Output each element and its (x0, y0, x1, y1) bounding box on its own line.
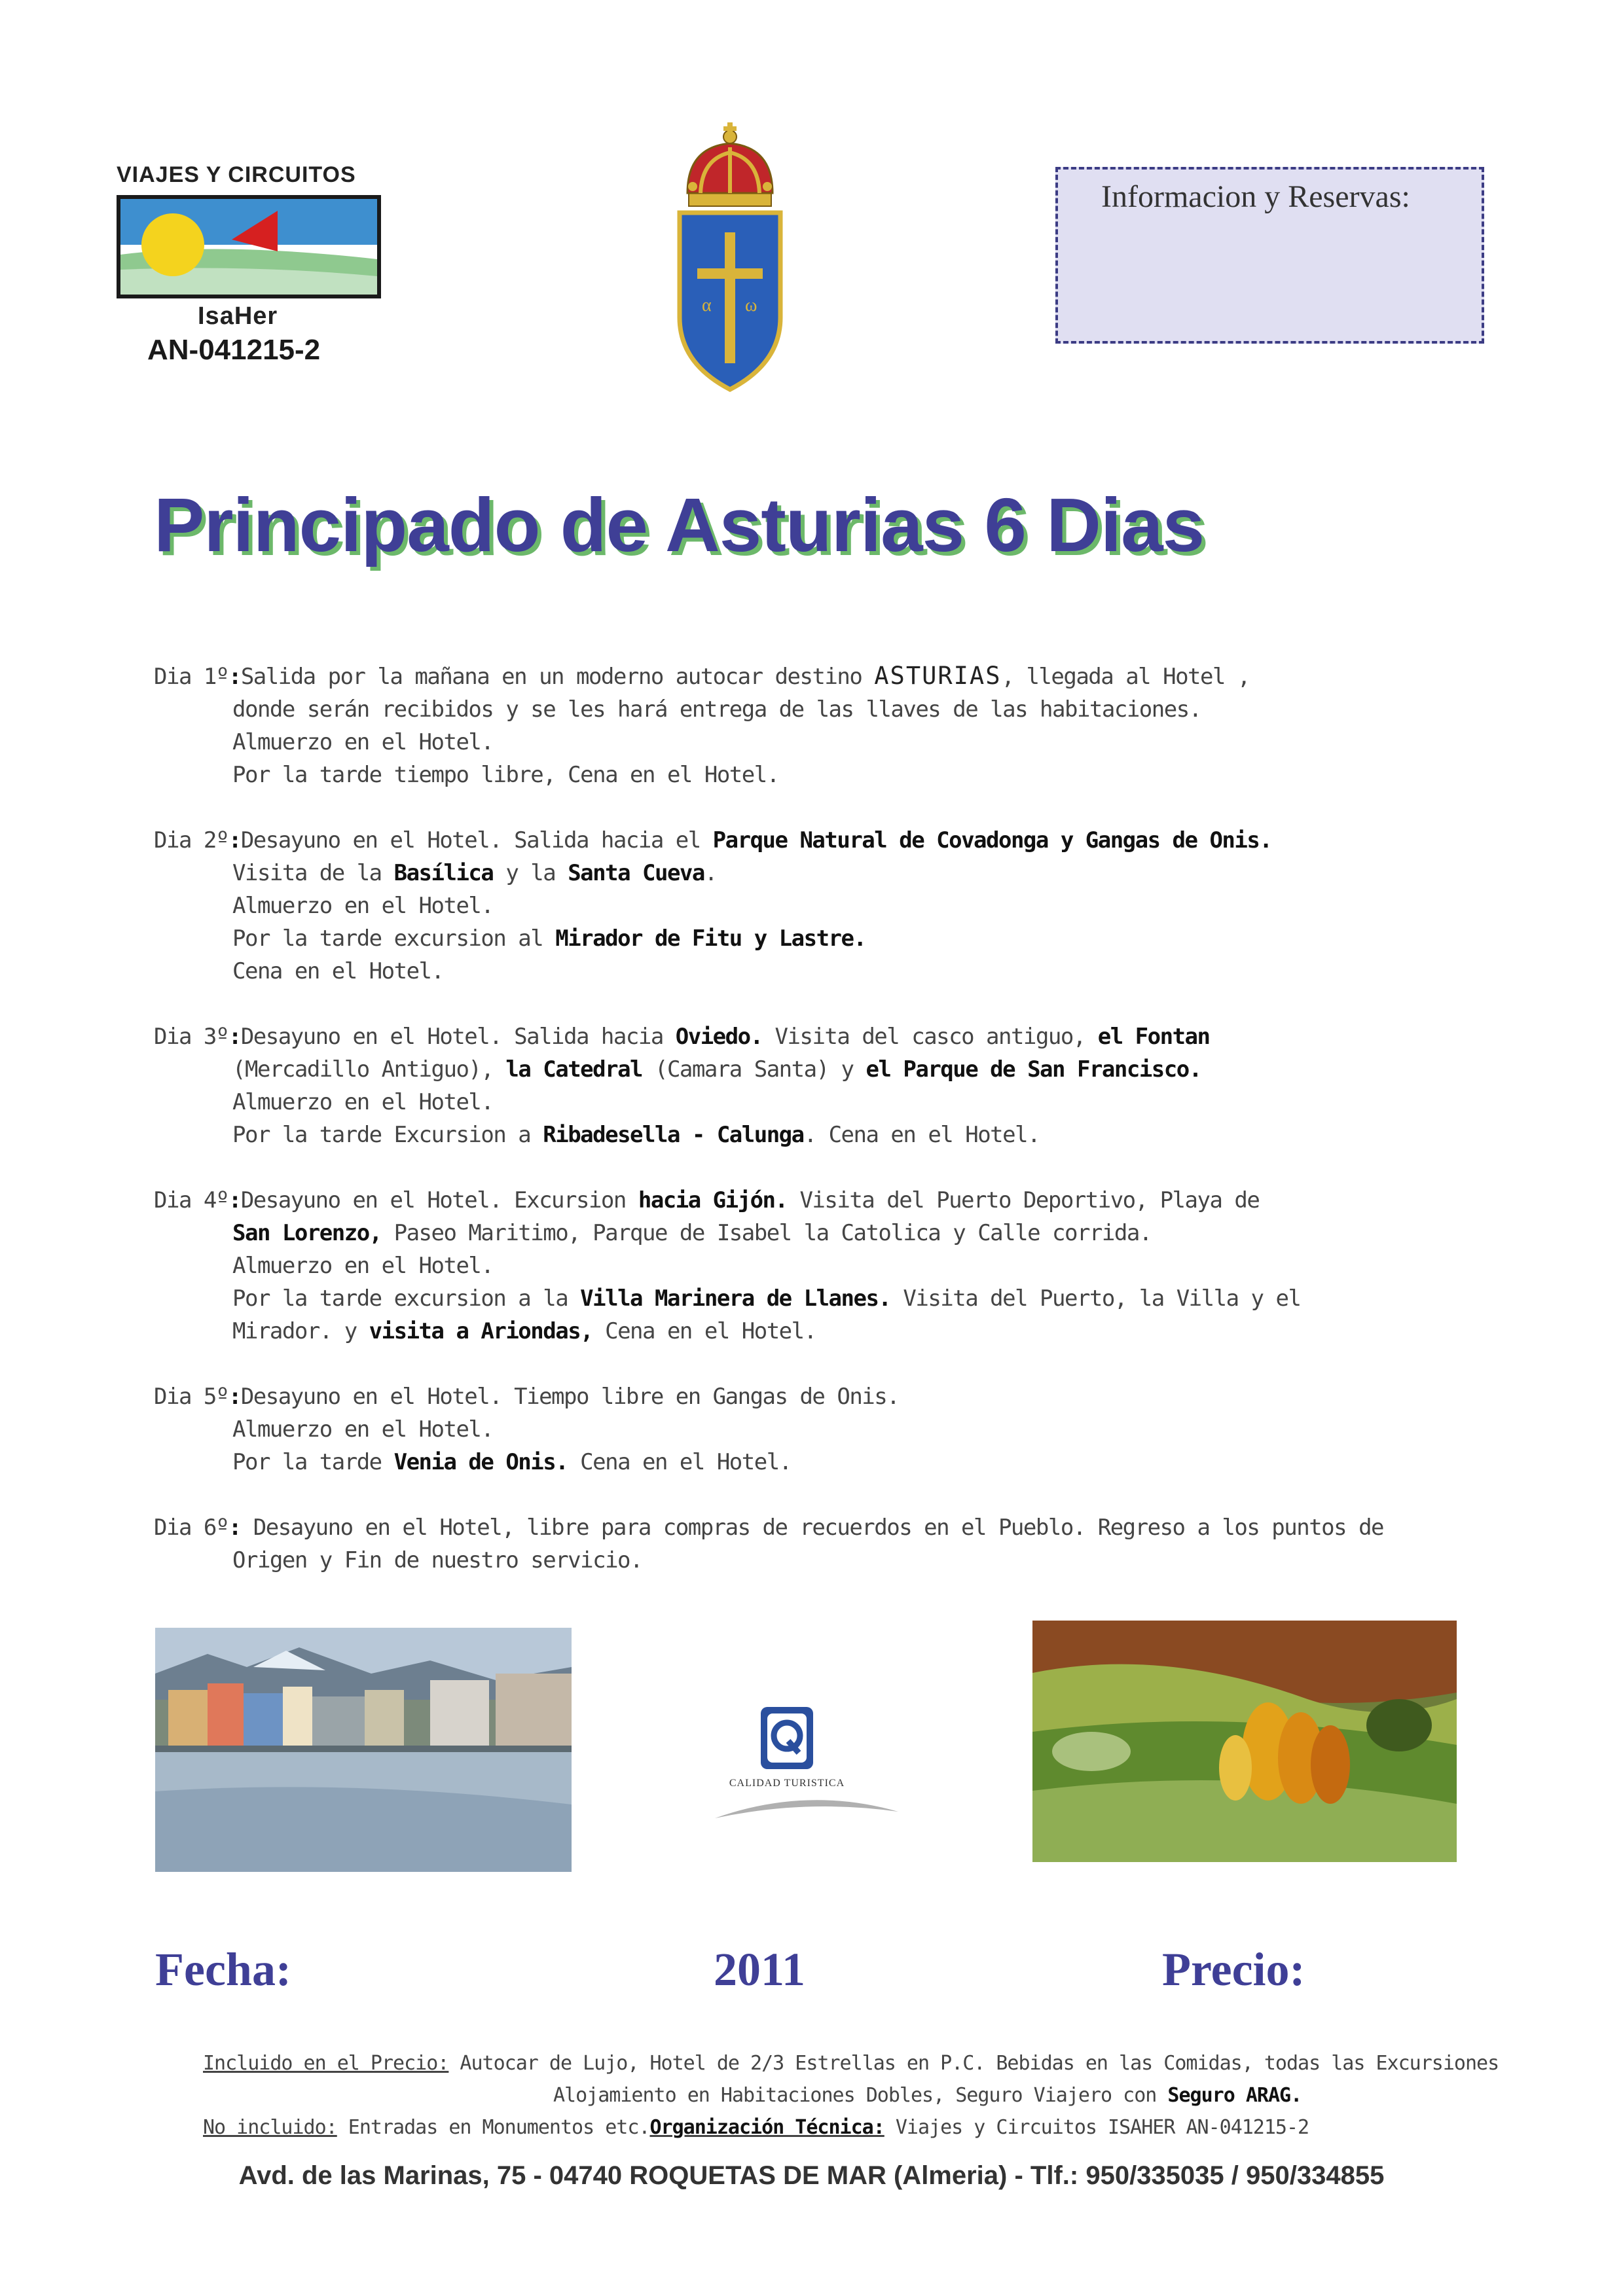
day-1 (154, 660, 1483, 791)
day-label: Dia 1º (154, 664, 228, 690)
itinerary-text: Almuerzo en el Hotel. (232, 729, 494, 755)
day-2 (154, 824, 1483, 988)
day-line (154, 759, 1483, 791)
itinerary-text: . Cena en el Hotel. (803, 1122, 1040, 1148)
itinerary-text: Por la tarde excursion a la (232, 1285, 581, 1312)
day-label-separator: : (228, 664, 241, 690)
day-line (154, 955, 1483, 988)
day-line (154, 693, 1483, 726)
itinerary-text: Visita del casco antiguo, (762, 1024, 1098, 1050)
agency-address: Avd. de las Marinas, 75 - 04740 ROQUETAS DE MAR (Almeria) - Tlf.: 950/335035 / 950/334855 (238, 2161, 1385, 2190)
highlight-text: el Parque de San Francisco. (866, 1056, 1201, 1083)
itinerary-text: , llegada al Hotel , (1001, 664, 1250, 690)
highlight-text: visita a Ariondas, (369, 1318, 593, 1344)
day-line (154, 1315, 1483, 1348)
itinerary-text: Por la tarde Excursion a (232, 1122, 543, 1148)
day-line (154, 1413, 1483, 1446)
day-line (154, 1020, 1483, 1053)
not-included-line (203, 2116, 1309, 2139)
itinerary-text: Almuerzo en el Hotel. (232, 893, 494, 919)
price-label: Precio: (1162, 1943, 1305, 1996)
itinerary-text: Visita del Puerto, la Villa y el (890, 1285, 1301, 1312)
included-label: Incluido en el Precio: (203, 2052, 449, 2075)
day-line (154, 660, 1483, 693)
date-label: Fecha: (155, 1943, 291, 1996)
harbor-town-photo (155, 1628, 572, 1872)
itinerary-text: donde serán recibidos y se les hará entrega de las llaves de las habitaciones. (232, 696, 1201, 723)
highlight-text: el Fontan (1097, 1024, 1210, 1050)
day-line (154, 1544, 1483, 1577)
day-line (154, 1217, 1483, 1249)
day-line (154, 1282, 1483, 1315)
itinerary-text: Desayuno en el Hotel. Salida hacia el (240, 827, 713, 853)
day-line (154, 1184, 1483, 1217)
highlight-text: Parque Natural de Covadonga y Gangas de Onis. (712, 827, 1272, 853)
calidad-turistica-text: CALIDAD TURISTICA (729, 1778, 845, 1789)
itinerary-text: Paseo Maritimo, Parque de Isabel la Catolica y Calle corrida. (381, 1220, 1152, 1246)
itinerary-text: Almuerzo en el Hotel. (232, 1089, 494, 1115)
itinerary-text: Cena en el Hotel. (232, 958, 444, 984)
highlight-text: Santa Cueva (568, 860, 704, 886)
itinerary-text: Origen y Fin de nuestro servicio. (232, 1547, 643, 1573)
year-value: 2011 (714, 1943, 806, 1996)
itinerary-text: Por la tarde excursion al (232, 925, 556, 952)
included-text-2: Alojamiento en Habitaciones Dobles, Seguro Viajero con (553, 2084, 1168, 2107)
itinerary-text: ASTURIAS (874, 662, 1002, 690)
itinerary-text: Mirador. y (232, 1318, 369, 1344)
day-label-separator: : (228, 1515, 241, 1541)
calidad-turistica-logo (715, 1707, 898, 1831)
itinerary-text: Visita del Puerto Deportivo, Playa de (787, 1187, 1260, 1213)
info-reservations-label: Informacion y Reservas: (1101, 179, 1410, 214)
highlight-text: Ribadesella - Calunga (543, 1122, 804, 1148)
day-label-separator: : (228, 1384, 241, 1410)
itinerary-text: . (704, 860, 717, 886)
agency-logo-image (117, 195, 381, 298)
day-label-separator: : (228, 1024, 241, 1050)
organization-text: Viajes y Circuitos ISAHER AN-041215-2 (884, 2116, 1309, 2139)
asturias-coat-of-arms (661, 121, 799, 409)
highlight-text: hacia Gijón. (638, 1187, 788, 1213)
agency-logo-graphic (120, 199, 377, 295)
day-line (154, 1119, 1483, 1151)
itinerary-text: Cena en el Hotel. (593, 1318, 816, 1344)
day-line (154, 1511, 1483, 1544)
day-6 (154, 1511, 1483, 1577)
day-line (154, 726, 1483, 759)
day-line (154, 1249, 1483, 1282)
itinerary (154, 660, 1483, 1609)
day-3 (154, 1020, 1483, 1151)
highlight-text: Basílica (393, 860, 494, 886)
itinerary-text: y la (493, 860, 568, 886)
itinerary-text: Salida por la mañana en un moderno autocar destino (240, 664, 875, 690)
day-line (154, 922, 1483, 955)
day-label-separator: : (228, 1187, 241, 1213)
itinerary-text: Visita de la (232, 860, 394, 886)
day-label-separator: : (228, 827, 241, 853)
svg-text:α: α (702, 295, 712, 315)
included-line-1 (203, 2052, 1499, 2075)
day-label: Dia 5º (154, 1384, 228, 1410)
day-line (154, 1380, 1483, 1413)
day-line (154, 1053, 1483, 1086)
itinerary-text: Almuerzo en el Hotel. (232, 1416, 494, 1443)
itinerary-text: Por la tarde (232, 1449, 394, 1475)
itinerary-text: Desayuno en el Hotel. Tiempo libre en Gangas de Onis. (240, 1384, 900, 1410)
itinerary-text: Cena en el Hotel. (568, 1449, 792, 1475)
day-line (154, 1446, 1483, 1479)
day-line (154, 1086, 1483, 1119)
agency-logo-top-text: VIAJES Y CIRCUITOS (117, 162, 356, 187)
not-included-text: Entradas en Monumentos etc. (337, 2116, 650, 2139)
agency-logo-name: IsaHer (198, 302, 278, 330)
itinerary-text: Por la tarde tiempo libre, Cena en el Hotel. (232, 762, 779, 788)
info-reservations-box (1055, 167, 1484, 344)
highlight-text: Villa Marinera de Llanes. (580, 1285, 891, 1312)
day-label: Dia 6º (154, 1515, 228, 1541)
highlight-text: Venia de Onis. (393, 1449, 568, 1475)
day-label: Dia 4º (154, 1187, 228, 1213)
day-line (154, 889, 1483, 922)
organization-label: Organización Técnica: (649, 2116, 884, 2139)
included-line-2 (553, 2084, 1302, 2107)
itinerary-text: (Camara Santa) y (642, 1056, 866, 1083)
itinerary-text: Desayuno en el Hotel. Salida hacia (240, 1024, 676, 1050)
highlight-text: Oviedo. (675, 1024, 763, 1050)
day-4 (154, 1184, 1483, 1348)
included-text: Autocar de Lujo, Hotel de 2/3 Estrellas en P.C. Bebidas en las Comidas, todas las Excursiones (448, 2052, 1499, 2075)
highlight-text: la Catedral (505, 1056, 643, 1083)
itinerary-text: (Mercadillo Antiguo), (232, 1056, 506, 1083)
day-label: Dia 3º (154, 1024, 228, 1050)
agency-license-code: AN-041215-2 (147, 334, 321, 366)
highlight-text: Mirador de Fitu y Lastre. (555, 925, 866, 952)
highlight-text: San Lorenzo, (232, 1220, 382, 1246)
autumn-landscape-photo (1032, 1621, 1457, 1862)
page-title: Principado de Asturias 6 Dias (154, 482, 1205, 567)
day-label: Dia 2º (154, 827, 228, 853)
itinerary-text: Almuerzo en el Hotel. (232, 1253, 494, 1279)
not-included-label: No incluido: (203, 2116, 337, 2139)
day-5 (154, 1380, 1483, 1479)
svg-text:ω: ω (745, 295, 757, 315)
day-line (154, 824, 1483, 857)
insurance-name: Seguro ARAG. (1167, 2084, 1302, 2107)
itinerary-text: Desayuno en el Hotel, libre para compras de recuerdos en el Pueblo. Regreso a los puntos de (240, 1515, 1384, 1541)
itinerary-text: Desayuno en el Hotel. Excursion (240, 1187, 638, 1213)
day-line (154, 857, 1483, 889)
